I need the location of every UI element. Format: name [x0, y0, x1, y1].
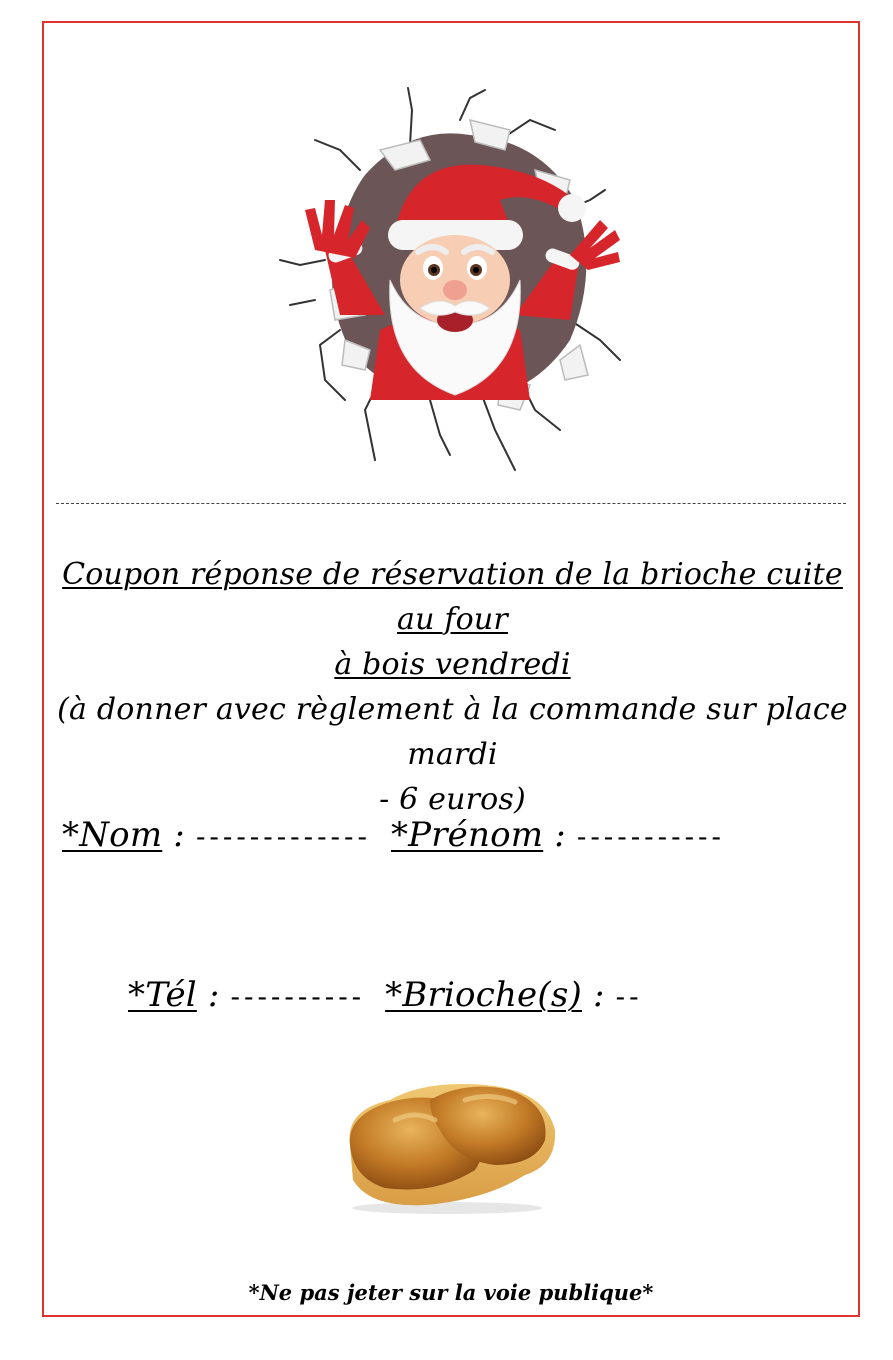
- prenom-blank[interactable]: -----------: [576, 820, 725, 853]
- brioche-label: *Brioche(s): [385, 975, 582, 1015]
- prenom-label: *Prénom: [390, 815, 544, 855]
- nom-blank[interactable]: -------------: [195, 820, 371, 853]
- tel-blank[interactable]: ----------: [230, 980, 366, 1013]
- title-line-1: Coupon réponse de réservation de la brioche cuite au four: [62, 557, 843, 637]
- subtitle-line-2: - 6 euros): [379, 782, 526, 817]
- cut-line-divider: [56, 503, 846, 504]
- coupon-title: [50, 552, 855, 822]
- name-fields-row: [62, 815, 725, 855]
- footer-notice: *Ne pas jeter sur la voie publique*: [248, 1280, 654, 1305]
- nom-label: *Nom: [62, 815, 163, 855]
- nom-separator: :: [162, 815, 196, 855]
- title-line-2: à bois vendredi: [334, 647, 571, 682]
- brioche-icon: [335, 1070, 560, 1215]
- prenom-separator: :: [543, 815, 577, 855]
- contact-fields-row: [128, 975, 643, 1015]
- brioche-separator: :: [581, 975, 616, 1015]
- subtitle-line-1: (à donner avec règlement à la commande sur place mardi: [57, 692, 848, 772]
- santa-claus-icon: [270, 80, 630, 480]
- tel-separator: :: [196, 975, 231, 1015]
- brioche-blank[interactable]: --: [615, 980, 643, 1013]
- tel-label: *Tél: [128, 975, 197, 1015]
